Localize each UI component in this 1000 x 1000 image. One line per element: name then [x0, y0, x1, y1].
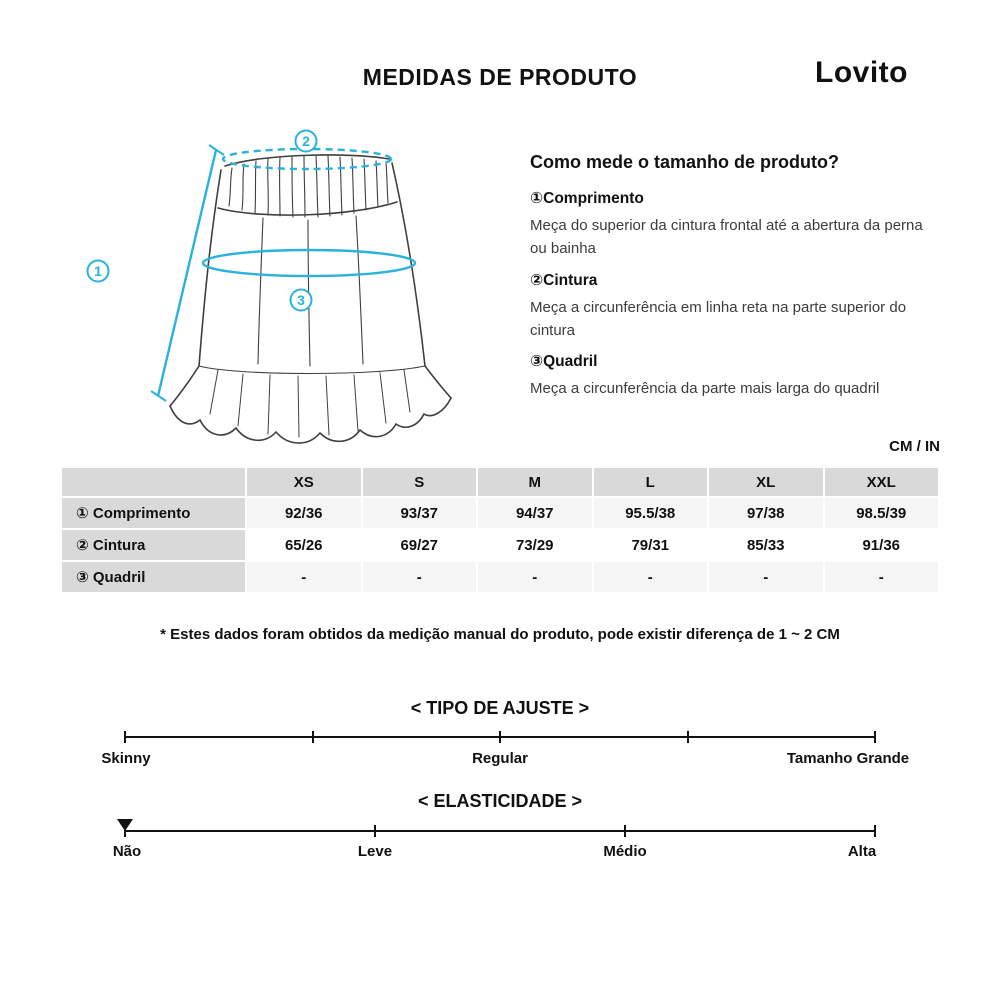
table-cell: 79/31: [593, 529, 709, 561]
guide-item-desc: Meça a circunferência em linha reta na parte superior do cintura: [530, 298, 907, 339]
scale-tick: [874, 825, 876, 837]
measurement-lines: [151, 145, 415, 401]
size-column-header: XXL: [824, 467, 940, 497]
scale-tick: [874, 731, 876, 743]
brand-logo: Lovito: [815, 56, 908, 89]
elasticity-label-leve: Leve: [357, 843, 393, 860]
fit-scale-labels: [0, 750, 1000, 770]
guide-item-label: ③Quadril: [530, 353, 598, 370]
hip-callout-number: 3: [297, 292, 305, 308]
table-header-row: [61, 467, 939, 497]
table-row: [61, 497, 939, 529]
guide-item-label: ②Cintura: [530, 271, 598, 289]
measurement-note: * Estes dados foram obtidos da medição manual do produto, pode existir diferença de 1 ~ 2 CM: [160, 626, 840, 643]
elasticity-label-alta: Alta: [847, 843, 877, 860]
skirt-diagram: [58, 128, 518, 453]
size-column-header: S: [362, 467, 478, 497]
fit-scale-line: [125, 736, 875, 738]
table-cell: -: [824, 561, 940, 593]
fit-label-regular: Regular: [472, 750, 528, 767]
fit-scale-title: < TIPO DE AJUSTE >: [410, 698, 590, 718]
waist-callout-number: 2: [302, 133, 310, 149]
scale-tick: [312, 731, 314, 743]
length-callout-number: 1: [94, 263, 102, 279]
skirt-illustration: [58, 128, 518, 448]
table-cell: 69/27: [362, 529, 478, 561]
table-cell: 73/29: [477, 529, 593, 561]
scale-tick: [624, 825, 626, 837]
fit-label-tamanho-grande: Tamanho Grande: [786, 750, 910, 767]
scale-tick: [374, 825, 376, 837]
size-column-header: M: [477, 467, 593, 497]
table-cell: 94/37: [477, 497, 593, 529]
elasticity-scale-labels: [0, 843, 1000, 863]
row-label: ① Comprimento: [61, 497, 246, 529]
table-cell: 85/33: [708, 529, 824, 561]
table-cell: -: [593, 561, 709, 593]
measure-guide-title: Como mede o tamanho de produto?: [530, 152, 839, 172]
table-cell: 92/36: [246, 497, 362, 529]
size-table: [60, 466, 940, 594]
size-column-header: L: [593, 467, 709, 497]
hip-measure-line: [203, 250, 415, 276]
page-title: MEDIDAS DE PRODUTO: [362, 64, 638, 90]
guide-item-comprimento: [530, 189, 930, 261]
guide-item-desc: Meça do superior da cintura frontal até a abertura da perna ou bainha: [530, 217, 923, 258]
scale-tick: [124, 731, 126, 743]
table-cell: -: [477, 561, 593, 593]
size-column-header: XL: [708, 467, 824, 497]
table-corner-cell: [61, 467, 246, 497]
guide-item-quadril: [530, 352, 930, 400]
guide-item-label: ①Comprimento: [530, 190, 644, 207]
table-row: [61, 561, 939, 593]
scale-tick: [499, 731, 501, 743]
elasticity-label-nao: Não: [112, 843, 142, 860]
table-cell: -: [362, 561, 478, 593]
table-cell: -: [708, 561, 824, 593]
table-cell: 65/26: [246, 529, 362, 561]
unit-label: CM / IN: [889, 438, 940, 455]
scale-tick: [687, 731, 689, 743]
elasticity-scale-line: [125, 830, 875, 832]
table-cell: 91/36: [824, 529, 940, 561]
table-row: [61, 529, 939, 561]
scale-tick: [124, 825, 126, 837]
measure-guide: [530, 152, 930, 400]
elasticity-scale-title: < ELASTICIDADE >: [417, 791, 583, 811]
guide-item-desc: Meça a circunferência da parte mais larga do quadril: [530, 380, 880, 397]
fit-label-skinny: Skinny: [101, 750, 151, 767]
table-cell: 95.5/38: [593, 497, 709, 529]
row-label: ③ Quadril: [61, 561, 246, 593]
row-label: ② Cintura: [61, 529, 246, 561]
table-cell: 98.5/39: [824, 497, 940, 529]
table-cell: -: [246, 561, 362, 593]
table-cell: 97/38: [708, 497, 824, 529]
size-column-header: XS: [246, 467, 362, 497]
elasticity-label-medio: Médio: [603, 843, 647, 860]
table-cell: 93/37: [362, 497, 478, 529]
guide-item-cintura: [530, 271, 930, 343]
